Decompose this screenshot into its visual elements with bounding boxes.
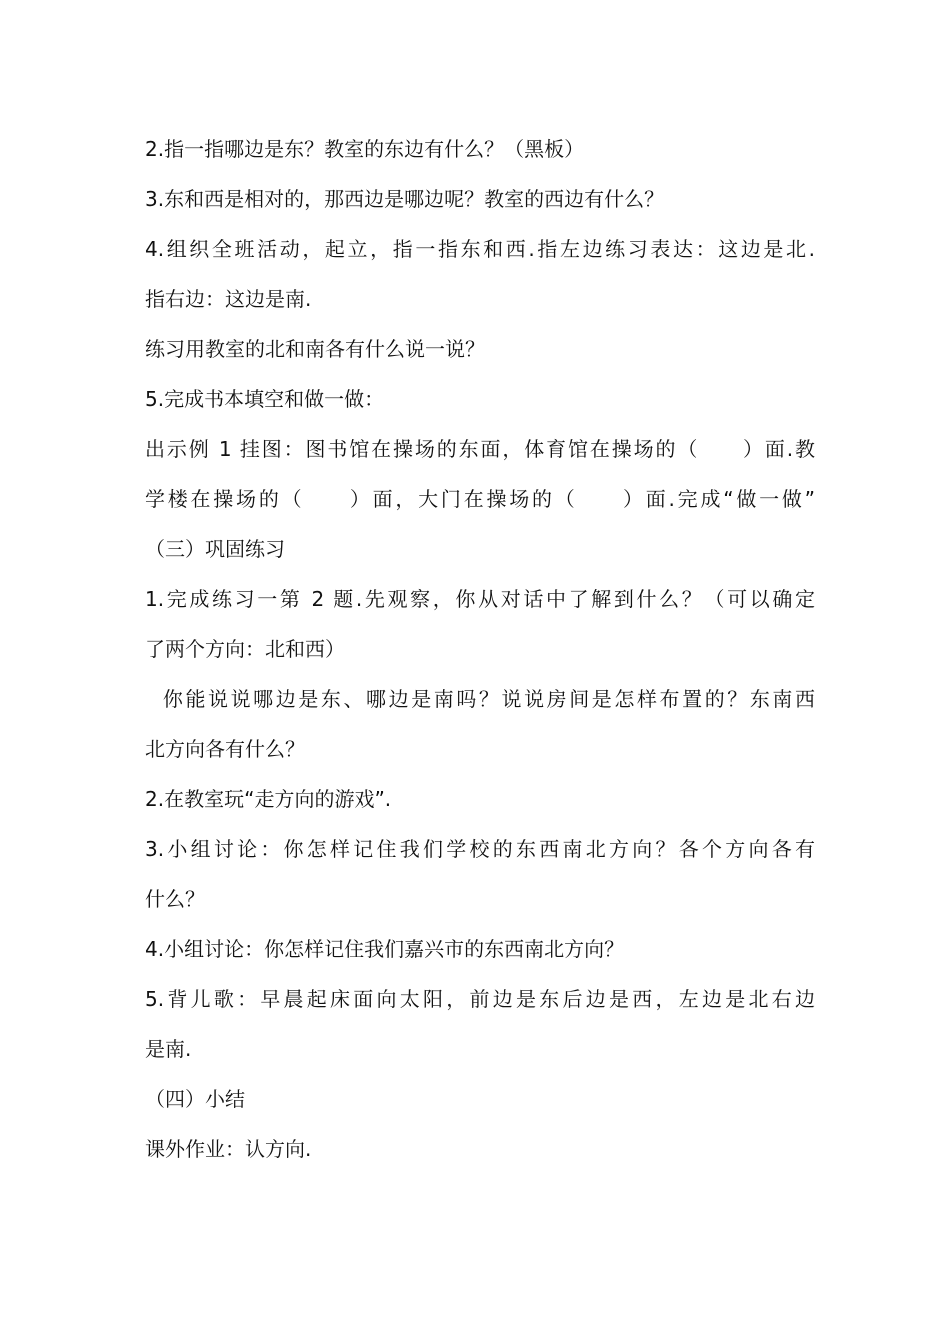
document-body [145, 124, 815, 1174]
paragraph-line: 学楼在操场的（ ）面，大门在操场的（ ）面.完成“做一做” [145, 487, 815, 511]
paragraph-line: 3.东和西是相对的，那西边是哪边呢？教室的西边有什么？ [145, 187, 665, 211]
paragraph-line: 什么？ [145, 887, 205, 911]
paragraph-line: 2.在教室玩“走方向的游戏”. [145, 787, 392, 811]
paragraph-line: 是南. [145, 1037, 192, 1061]
paragraph-line: 练习用教室的北和南各有什么说一说？ [145, 337, 485, 361]
paragraph-line: 指右边：这边是南. [145, 287, 312, 311]
paragraph-line: 了两个方向：北和西） [145, 637, 345, 661]
paragraph-line: 4.组织全班活动，起立，指一指东和西.指左边练习表达：这边是北. [145, 237, 815, 261]
paragraph-line: 4.小组讨论：你怎样记住我们嘉兴市的东西南北方向？ [145, 937, 625, 961]
paragraph-line: 出示例 1 挂图：图书馆在操场的东面，体育馆在操场的（ ）面.教 [145, 437, 815, 461]
paragraph-line: 5.背儿歌：早晨起床面向太阳，前边是东后边是西，左边是北右边 [145, 987, 815, 1011]
section-heading: （四）小结 [145, 1087, 245, 1111]
paragraph-line: 课外作业：认方向. [145, 1137, 312, 1161]
section-heading: （三）巩固练习 [145, 537, 285, 561]
paragraph-line: 1.完成练习一第 2 题.先观察，你从对话中了解到什么？（可以确定 [145, 587, 815, 611]
paragraph-line: 5.完成书本填空和做一做： [145, 387, 385, 411]
paragraph-line: 你能说说哪边是东、哪边是南吗？说说房间是怎样布置的？东南西 [145, 687, 815, 711]
paragraph-line: 3.小组讨论：你怎样记住我们学校的东西南北方向？各个方向各有 [145, 837, 815, 861]
paragraph-line: 北方向各有什么？ [145, 737, 305, 761]
paragraph-line: 2.指一指哪边是东？教室的东边有什么？（黑板） [145, 137, 585, 161]
